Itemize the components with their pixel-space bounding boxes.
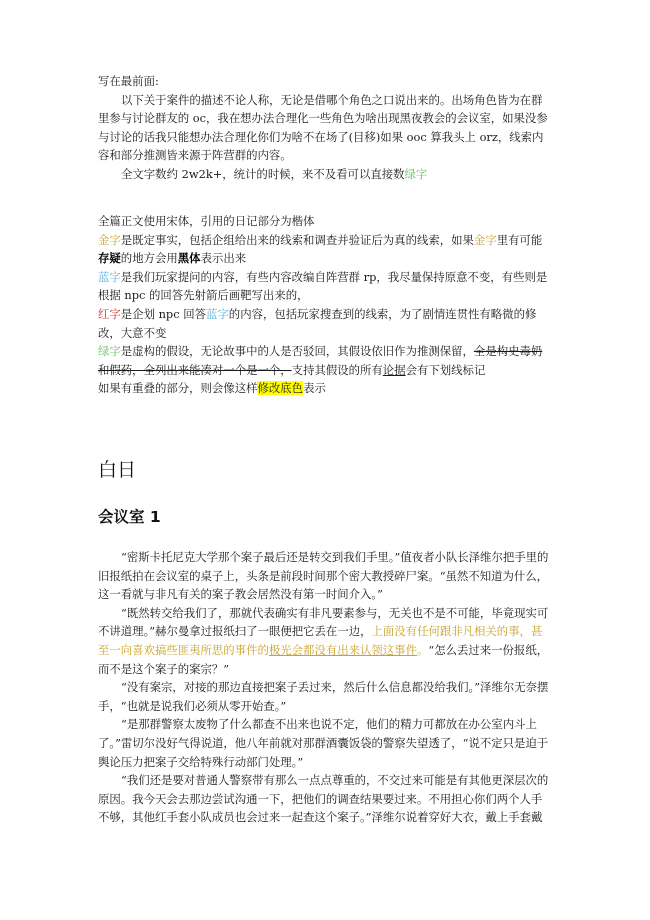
story-paragraph-1: “密斯卡托尼克大学那个案子最后还是转交到我们手里。”值夜者小队长泽维尔把手里的旧报纸拍在会议室的桌子上，头条是前段时间那个密大教授碎尸案。“虽然不知道为什么，这一看就与非凡有关的案子教会居然没有第一时间介入。”	[98, 550, 549, 602]
blue-text: 是我们玩家提问的内容，有些内容改编自阵营群 rp，我尽量保持原意不变，有些则是根据 npc 的回答先射箭后画靶写出来的，	[98, 269, 548, 303]
preface-section	[98, 72, 550, 184]
story-paragraph-3: “没有案宗，对接的那边直接把案子丢过来，然后什么信息都没给我们。”泽维尔无奈摆手，“也就是说我们必须从零开始查。”	[98, 680, 549, 713]
gold-text-c: 的地方会用	[120, 251, 178, 266]
story-p2-gold-end: 。	[416, 642, 429, 657]
doubt-bold: 存疑	[98, 251, 121, 266]
legend-section	[98, 212, 550, 398]
story-p2-text: “既然转交给我们了，那就代表确实有非凡要素参与，无关也不是不可能，毕竟现实可不讲道理。”赫尔曼拿过报纸扫了一眼便把它丢在一边，	[98, 605, 549, 639]
strike-text: 全是构史毒奶和假药，全列出来能凑对一个是一个，	[98, 344, 543, 377]
red-text: 是企划 npc 回答	[120, 306, 206, 321]
red-label: 红字	[98, 306, 121, 321]
subsection-title: 会议室 1	[98, 508, 161, 526]
blue-label-2: 蓝字	[206, 306, 229, 321]
gold-text-d: 表示出来	[200, 251, 247, 266]
green-text: 是虚构的假设，无论故事中的人是否驳回，其假设依旧作为推测保留，	[120, 344, 474, 359]
gold-label-2: 金字	[473, 232, 497, 247]
blue-label: 蓝字	[98, 269, 121, 284]
legend-intro: 全篇正文使用宋体，引用的日记部分为楷体	[98, 214, 315, 228]
section-title: 白日	[98, 459, 137, 481]
overlap-text: 如果有重叠的部分，则会像这样	[98, 381, 258, 396]
green-text-c: 会有下划线标记	[405, 362, 486, 377]
bold-word: 黑体	[177, 251, 201, 266]
underline-word: 论据	[382, 362, 406, 377]
red-text-b: 的内容，包括玩家搜查到的线索，为了剧情连贯性有略微的修改，大意不变	[98, 306, 537, 340]
legend-overlap	[98, 379, 550, 398]
story-p2-gold: 上面没有任何跟非凡相关的事，甚至一向喜欢搞些匪夷所思的事件的	[98, 624, 543, 657]
story-p2-gold-underline: 极光会都没有出来认领这事件	[268, 642, 417, 657]
green-text-b: 支持其假设的所有	[291, 362, 383, 377]
preface-paragraph-1: 以下关于案件的描述不论人称，无论是借哪个角色之口说出来的。出场角色皆为在群里参与讨论群友的 oc，我在想办法合理化一些角色为啥出现黑夜教会的会议室，如果没参与讨论的话我只能想办法合理化你们为啥不在场了(目移)如果 ooc 算我头上 orz，线索内容和部分推测皆来源于阵营群的内容。	[98, 92, 548, 163]
story-body	[98, 548, 550, 827]
legend-gold	[98, 231, 550, 268]
highlight-word: 修改底色	[257, 381, 304, 396]
legend-green	[98, 342, 550, 379]
preface-paragraph-2	[98, 165, 550, 184]
green-label-legend: 绿字	[98, 344, 121, 359]
gold-text-b: 里有可能	[496, 232, 543, 247]
gold-text: 是既定事实，包括企组给出来的线索和调查并验证后为真的线索，如果	[120, 232, 474, 247]
word-count-text: 全文字数约 2w2k+，统计的时候，来不及看可以直接数	[121, 166, 405, 181]
green-label: 绿字	[404, 166, 428, 181]
overlap-text-b: 表示	[303, 381, 326, 396]
preface-heading: 写在最前面:	[98, 74, 159, 88]
story-paragraph-5: “我们还是要对普通人警察带有那么一点点尊重的，不交过来可能是有其他更深层次的原因。我今天会去那边尝试沟通一下，把他们的调查结果要过来。不用担心你们两个人手不够，其他红手套小队成员也会过来一起查这个案子。”泽维尔说着穿好大衣，戴上手套戴	[98, 773, 549, 825]
story-paragraph-2	[98, 604, 550, 678]
legend-red	[98, 305, 550, 342]
legend-blue	[98, 268, 550, 305]
story-paragraph-4: “是那群警察太废物了什么都查不出来也说不定，他们的精力可都放在办公室内斗上了。”雷切尔没好气得说道，他八年前就对那群酒囊饭袋的警察失望透了，“说不定只是迫于舆论压力把案子交给特殊行动部门处理。”	[98, 717, 549, 769]
story-p2-text-b: “怎么丢过来一份报纸，而不是这个案子的案宗？”	[98, 642, 549, 676]
gold-label: 金字	[98, 232, 121, 247]
